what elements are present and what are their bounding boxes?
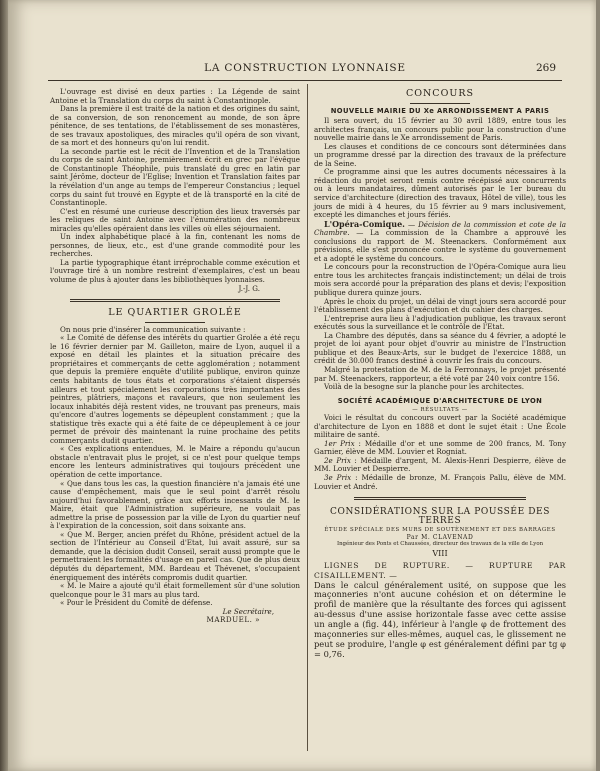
mairie-paragraph: Il sera ouvert, du 15 février au 30 avril 1889, entre tous les architectes français, un concours public pour la construction d'une nouvelle mairie dans le Xe arrondissement de Paris. xyxy=(314,116,566,143)
mairie-paragraph: Les clauses et conditions de ce concours sont déterminées dans un programme dressé par la direction des travaux de la préfecture de la Seine. xyxy=(314,141,566,168)
quartier-paragraph: « Le Comité de défense des intérêts du quartier Grolée a été reçu le 16 février dernier par M. Gailleton, maire de Lyon, auquel il a exposé en détail les plaintes et la situation précaire des propriétaires et commerçants de cette agglomération ; notamment que depuis la première enquête d'utilité publique, environ quinze cents habitants de tous états et corporations s'étaient dispersés ailleurs et tout spécialement les corporations très importantes des peintres, plâtriers, maçons et ravaleurs, que non seulement les locaux inhabités déjà restent vides, ne trouvant pas preneurs, mais qu'encore d'autres logements se dépeuplent constamment ; que la statistique très exacte qui a été faite de ce dépeuplement à ce jour permet de prévoir dès maintenant la ruine prochaine des petits commerçants dudit quartier. xyxy=(50,333,300,445)
opera-paragraph: Le concours pour la reconstruction de l'Opéra-Comique aura lieu entre tous les architectes français indistinctement; un délai de trois mois sera accordé pour la préparation des plans et devis; l'exposition publique durera quinze jours. xyxy=(314,262,566,298)
quartier-paragraph: « Que M. Berger, ancien préfet du Rhône, président actuel de la section de l'Intérieur au Conseil d'Etat, lui avait assuré, sur sa demande, que la décision dudit Conseil, serait aussi prompte que le permettraient les formalités d'usage en pareil cas. Que de plus deux députés du département, MM. Bardeau et Thévenet, s'occupaient énergiquement des intérêts compromis dudit quartier. xyxy=(50,529,300,582)
poussee-heading: CONSIDÉRATIONS SUR LA POUSSÉE DES TERRES xyxy=(330,507,550,526)
quartier-paragraph: « Que dans tous les cas, la question financière n'a jamais été une cause d'empêchement, mais que le seul point d'arrêt résolu aujourd'hui favorablement, grâce aux efforts incessants de M. le Maire, était que l'Administration supérieure, ne voulait pas admettre la prise de possession par la ville de Lyon du quartier neuf à l'expiration de la concession, soit dans soixante ans. xyxy=(50,478,300,531)
running-head xyxy=(48,62,562,76)
mairie-heading: NOUVELLE MAIRIE DU Xe ARRONDISSEMENT A PARIS xyxy=(330,106,550,115)
prize-text: : Médaille de bronze, M. François Pallu, élève de MM. Louvier et André. xyxy=(314,472,566,491)
quartier-heading: LE QUARTIER GROLÉE xyxy=(108,307,242,319)
opera-paragraph: Malgré la protestation de M. de la Ferronnays, le projet présenté par M. Steenackers, rapporteur, a été voté par 240 voix contre 156. xyxy=(314,364,566,383)
intro-paragraph: C'est en résumé une curieuse description des lieux traversés par les reliques de saint Antoine avec l'énumération des nombreux miracles qu'elles opéraient dans les villes où elles séjournaient. xyxy=(50,206,300,233)
prize-text: : Médaille d'or et une somme de 200 francs, M. Tony Garnier, élève de MM. Louvier et Rogniat. xyxy=(314,438,566,457)
opera-paragraph: L'entreprise aura lieu à l'adjudication publique, les travaux seront exécutés sous la surveillance et le contrôle de l'Etat. xyxy=(314,313,566,332)
concours-heading: CONCOURS xyxy=(405,88,475,99)
poussee-chapter: VIII xyxy=(432,549,448,559)
intro-paragraph: Un index alphabétique placé à la fin, contenant les noms de personnes, de lieux, etc., est d'une grande commodité pour les recherches. xyxy=(50,232,300,259)
prize-label: 1er Prix xyxy=(324,438,355,448)
opera-paragraph: Après le choix du projet, un délai de vingt jours sera accordé pour l'établissement des plans d'exécution et du cahier des charges. xyxy=(314,296,566,315)
opera-title: L'Opéra-Comique. xyxy=(324,218,405,229)
poussee-subtitle: ÉTUDE SPÉCIALE DES MURS DE SOUTÈNEMENT ET DES BARRAGES xyxy=(324,527,556,534)
prize-text: : Médaille d'argent, M. Alexis-Henri Despierre, élève de MM. Louvier et Despierre. xyxy=(314,455,566,474)
societe-subheading: — RÉSULTATS — xyxy=(412,407,468,414)
section-divider xyxy=(354,497,526,500)
section-divider xyxy=(70,299,280,302)
binding-shadow xyxy=(0,0,8,771)
header-rule xyxy=(48,80,562,81)
prize-label: 2e Prix xyxy=(324,455,351,465)
mairie-paragraph: Ce programme ainsi que les autres documents nécessaires à la rédaction du projet seront remis contre récépissé aux concurrents ou à leurs mandataires, dûment autorisés par le 1er bureau du service d'architecture (direction des travaux, Hôtel de ville), tous les jours de midi à 4 heures, du 15 février au 9 mars inclusivement, excepté les dimanches et jours fériés. xyxy=(314,167,566,220)
intro-paragraph: La seconde partie est le récit de l'Invention et de la Translation du corps de saint Antoine, premièrement écrit en grec par l'évêque de Constantinople Théophile, puis translaté du grec en latin par saint Jérôme, docteur de l'Eglise; Invention et Translation faites par la révélation d'un ange au temps de l'empereur Constancius ; lequel corps du saint fut trouvé en Egypte et de là transporté en la cité de Constantinople. xyxy=(50,146,300,208)
prize-item xyxy=(314,457,566,474)
document-page xyxy=(8,0,596,771)
poussee-section-title: LIGNES DE RUPTURE. — RUPTURE PAR CISAILLEMENT. — xyxy=(314,560,566,580)
opera-subtitle: — Décision de la commission et cote de la Chambre. xyxy=(314,219,566,238)
prize-item xyxy=(314,474,566,491)
prize-item xyxy=(314,440,566,457)
poussee-body: Dans le calcul généralement usité, on suppose que les maçonneries n'ont aucune cohésion et on détermine le profil de manière que la résultante des forces qui agissent au-dessus d'une assise horizontale fasse avec cette assise un angle a (fig. 44), inférieur à l'angle φ de frottement des maçonneries sur elles-mêmes, auquel cas, le glissement ne peut se produire, l'angle φ est généralement défini par tg φ = 0,76. xyxy=(314,579,566,659)
secretary-role: Le Secrétaire, xyxy=(222,606,274,616)
poussee-author-title: Ingénieur des Ponts et Chaussées, directeur des travaux de la ville de Lyon xyxy=(336,541,544,548)
heading-rule xyxy=(145,322,205,323)
intro-signature: J.-J. G. xyxy=(238,283,260,293)
secretary-name: MARDUEL. » xyxy=(206,615,260,625)
right-column xyxy=(314,88,566,761)
quartier-paragraph: « M. le Maire a ajouté qu'il était formellement sûr d'une solution quelconque pour le 31 mars au plus tard. xyxy=(50,581,300,599)
column-divider xyxy=(307,84,308,751)
prize-label: 3e Prix xyxy=(324,472,352,482)
societe-heading: SOCIÉTÉ ACADÉMIQUE D'ARCHITECTURE DE LYON xyxy=(337,396,543,405)
societe-intro: Voici le résultat du concours ouvert par la Société académique d'architecture de Lyon en 1888 et dont le sujet était : Une École militaire de santé. xyxy=(314,413,566,440)
left-column xyxy=(50,88,300,761)
poussee-author: Par M. CLAVENAD xyxy=(406,534,474,542)
journal-title: LA CONSTRUCTION LYONNAISE xyxy=(204,62,406,74)
intro-paragraph: La partie typographique étant irréprochable comme exécution et l'ouvrage tiré à un nombre restreint d'exemplaires, c'est un beau volume de plus à ajouter dans les bibliothèques lyonnaises. xyxy=(50,257,300,285)
quartier-paragraph: « Ces explications entendues, M. le Maire a répondu qu'aucun obstacle n'entravait plus le projet, si ce n'est pour quelque temps encore les lenteurs administratives qui toujours précèdent une opération de cette importance. xyxy=(50,444,300,479)
intro-paragraph: Dans la première il est traité de la nation et des origines du saint, de sa conversion, de son renoncement au monde, de son âpre pénitence, de ses tentations, de l'établissement de ses monastères, de ses travaux apostoliques, des miracles qu'il opéra de son vivant, de sa mort et des honneurs qu'on lui rendit. xyxy=(50,104,300,148)
opera-paragraph: La Chambre des députés, dans sa séance du 4 février, a adopté le projet de loi ayant pour objet d'ouvrir au ministre de l'Instruction publique et des Beaux-Arts, sur le budget de l'exercice 1888, un crédit de 30.000 francs destiné à couvrir les frais du concours. xyxy=(314,330,566,366)
quartier-paragraph: On nous prie d'insérer la communication suivante : xyxy=(60,324,246,334)
opera-paragraph: Voilà de la besogne sur la planche pour les architectes. xyxy=(324,382,525,392)
opera-lead xyxy=(314,220,566,264)
heading-rule xyxy=(410,103,470,104)
intro-paragraph: L'ouvrage est divisé en deux parties : La Légende de saint Antoine et la Translation du corps du saint à Constantinople. xyxy=(50,87,300,105)
quartier-paragraph: « Pour le Président du Comité de défense. xyxy=(60,598,213,608)
opera-lead-text: — La commission de la Chambre a approuvé les conclusions du rapport de M. Steenackers. Conformément aux prévisions, elle s'est prononcée contre le système du gouvernement et a adopté le système du concours. xyxy=(314,228,566,263)
page-number: 269 xyxy=(535,62,556,74)
